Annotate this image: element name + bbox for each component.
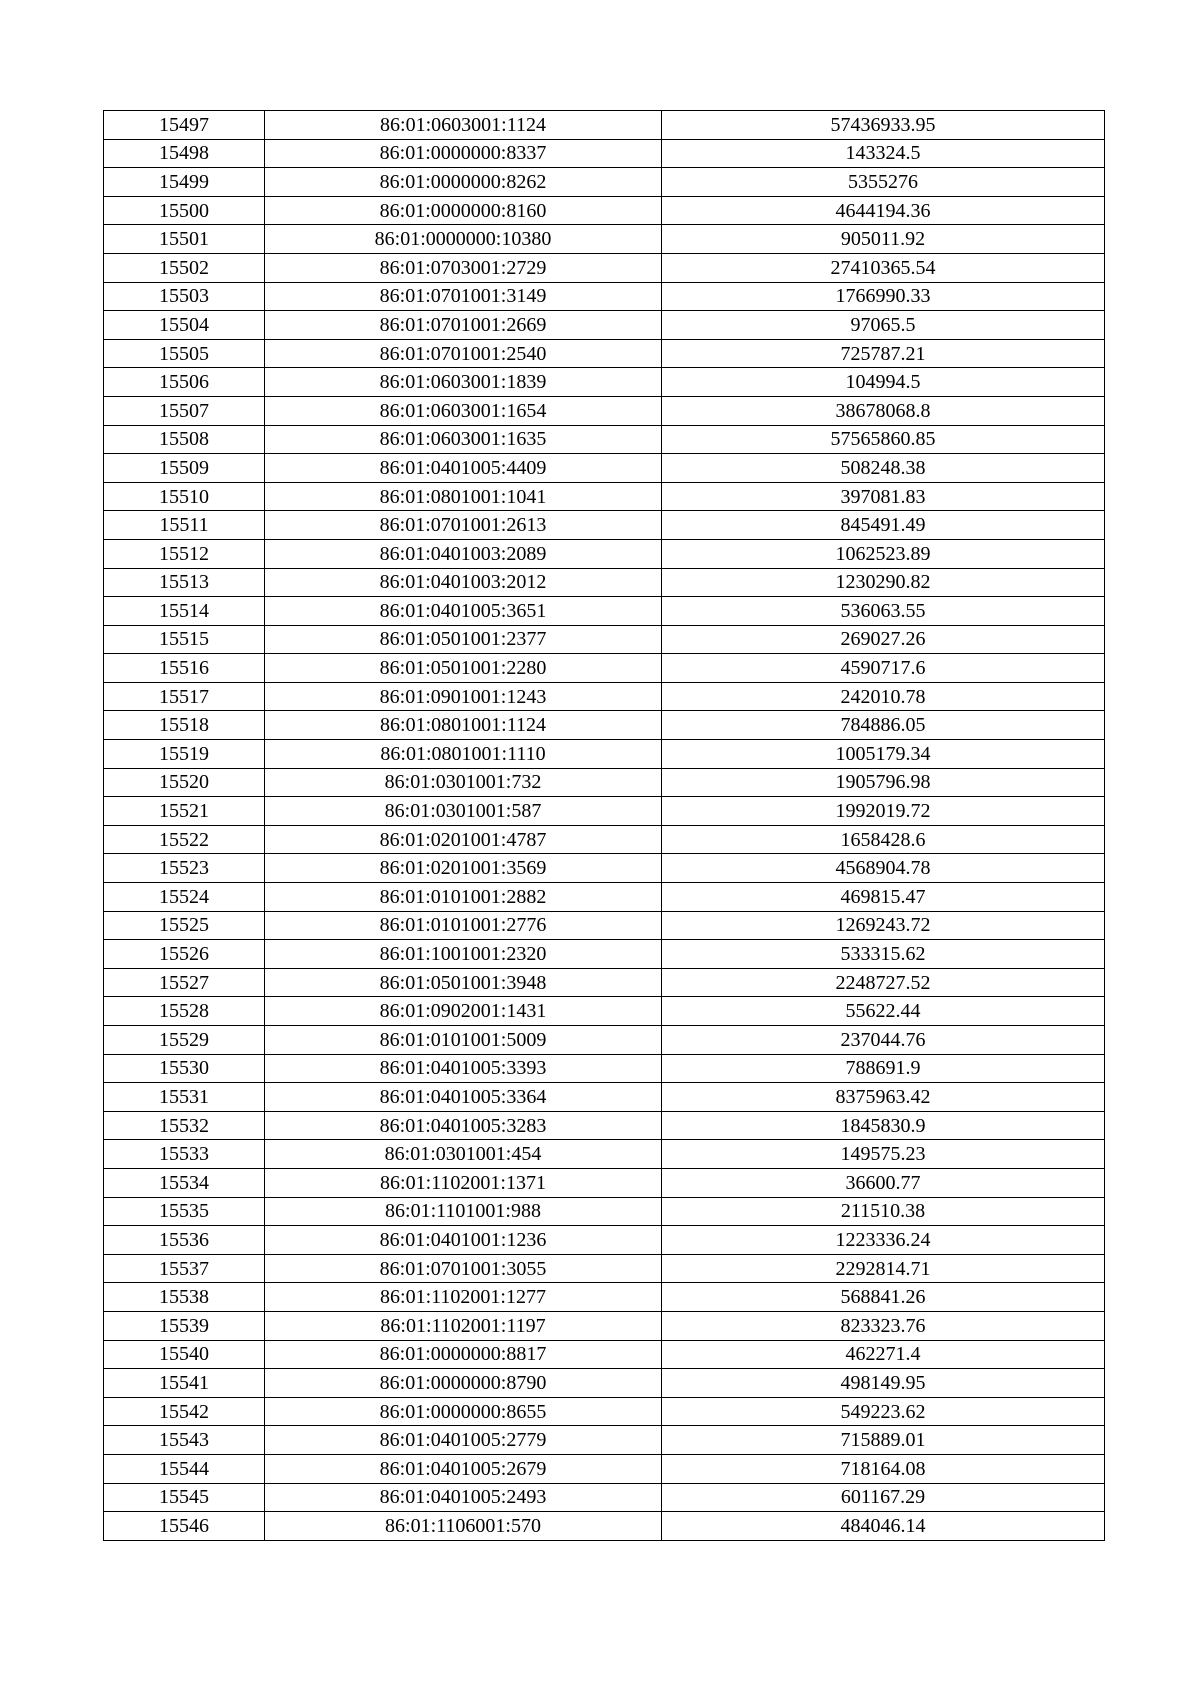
- cadastral-number-cell: 86:01:1102001:1197: [265, 1311, 662, 1340]
- value-cell: 36600.77: [662, 1168, 1105, 1197]
- value-cell: 715889.01: [662, 1426, 1105, 1455]
- cadastral-number-cell: 86:01:0401005:2679: [265, 1454, 662, 1483]
- value-cell: 469815.47: [662, 883, 1105, 912]
- cadastral-number-cell: 86:01:0201001:4787: [265, 825, 662, 854]
- row-number-cell: 15529: [104, 1026, 265, 1055]
- row-number-cell: 15533: [104, 1140, 265, 1169]
- cadastral-number-cell: 86:01:0701001:2613: [265, 511, 662, 540]
- cadastral-number-cell: 86:01:1101001:988: [265, 1197, 662, 1226]
- table-row: [104, 111, 1105, 140]
- value-cell: 27410365.54: [662, 253, 1105, 282]
- value-cell: 38678068.8: [662, 396, 1105, 425]
- row-number-cell: 15543: [104, 1426, 265, 1455]
- cadastral-number-cell: 86:01:0401005:3651: [265, 597, 662, 626]
- row-number-cell: 15534: [104, 1168, 265, 1197]
- value-cell: 508248.38: [662, 454, 1105, 483]
- table-row: [104, 711, 1105, 740]
- value-cell: 905011.92: [662, 225, 1105, 254]
- cadastral-number-cell: 86:01:0801001:1124: [265, 711, 662, 740]
- table-row: [104, 797, 1105, 826]
- table-row: [104, 625, 1105, 654]
- cadastral-number-cell: 86:01:0301001:732: [265, 768, 662, 797]
- value-cell: 788691.9: [662, 1054, 1105, 1083]
- value-cell: 242010.78: [662, 682, 1105, 711]
- cadastral-number-cell: 86:01:0603001:1839: [265, 368, 662, 397]
- table-row: [104, 139, 1105, 168]
- table-row: [104, 1054, 1105, 1083]
- row-number-cell: 15530: [104, 1054, 265, 1083]
- row-number-cell: 15535: [104, 1197, 265, 1226]
- row-number-cell: 15504: [104, 311, 265, 340]
- row-number-cell: 15537: [104, 1254, 265, 1283]
- row-number-cell: 15531: [104, 1083, 265, 1112]
- table-row: [104, 1512, 1105, 1541]
- table-row: [104, 1283, 1105, 1312]
- value-cell: 269027.26: [662, 625, 1105, 654]
- cadastral-number-cell: 86:01:0101001:2776: [265, 911, 662, 940]
- table-row: [104, 396, 1105, 425]
- cadastral-number-cell: 86:01:0301001:454: [265, 1140, 662, 1169]
- cadastral-number-cell: 86:01:0401003:2012: [265, 568, 662, 597]
- value-cell: 498149.95: [662, 1369, 1105, 1398]
- value-cell: 4590717.6: [662, 654, 1105, 683]
- value-cell: 8375963.42: [662, 1083, 1105, 1112]
- cadastral-number-cell: 86:01:1001001:2320: [265, 940, 662, 969]
- cadastral-number-cell: 86:01:0401005:2779: [265, 1426, 662, 1455]
- value-cell: 823323.76: [662, 1311, 1105, 1340]
- row-number-cell: 15501: [104, 225, 265, 254]
- row-number-cell: 15500: [104, 196, 265, 225]
- value-cell: 1992019.72: [662, 797, 1105, 826]
- cadastral-number-cell: 86:01:1106001:570: [265, 1512, 662, 1541]
- value-cell: 1766990.33: [662, 282, 1105, 311]
- value-cell: 1269243.72: [662, 911, 1105, 940]
- value-cell: 149575.23: [662, 1140, 1105, 1169]
- value-cell: 1062523.89: [662, 539, 1105, 568]
- value-cell: 104994.5: [662, 368, 1105, 397]
- table-row: [104, 1254, 1105, 1283]
- cadastral-number-cell: 86:01:0201001:3569: [265, 854, 662, 883]
- value-cell: 57565860.85: [662, 425, 1105, 454]
- table-row: [104, 1311, 1105, 1340]
- table-row: [104, 1454, 1105, 1483]
- table-row: [104, 339, 1105, 368]
- cadastral-number-cell: 86:01:0801001:1110: [265, 740, 662, 769]
- value-cell: 55622.44: [662, 997, 1105, 1026]
- value-cell: 1230290.82: [662, 568, 1105, 597]
- row-number-cell: 15528: [104, 997, 265, 1026]
- cadastral-number-cell: 86:01:0401005:3283: [265, 1111, 662, 1140]
- row-number-cell: 15499: [104, 168, 265, 197]
- row-number-cell: 15508: [104, 425, 265, 454]
- value-cell: 5355276: [662, 168, 1105, 197]
- table-row: [104, 1483, 1105, 1512]
- row-number-cell: 15512: [104, 539, 265, 568]
- cadastral-number-cell: 86:01:0901001:1243: [265, 682, 662, 711]
- table-row: [104, 1083, 1105, 1112]
- table-row: [104, 854, 1105, 883]
- value-cell: 484046.14: [662, 1512, 1105, 1541]
- value-cell: 2248727.52: [662, 968, 1105, 997]
- value-cell: 549223.62: [662, 1397, 1105, 1426]
- row-number-cell: 15502: [104, 253, 265, 282]
- table-row: [104, 454, 1105, 483]
- table-row: [104, 825, 1105, 854]
- table-row: [104, 968, 1105, 997]
- cadastral-number-cell: 86:01:0000000:8655: [265, 1397, 662, 1426]
- table-row: [104, 253, 1105, 282]
- value-cell: 1845830.9: [662, 1111, 1105, 1140]
- value-cell: 784886.05: [662, 711, 1105, 740]
- row-number-cell: 15503: [104, 282, 265, 311]
- value-cell: 725787.21: [662, 339, 1105, 368]
- table-row: [104, 1340, 1105, 1369]
- cadastral-number-cell: 86:01:0703001:2729: [265, 253, 662, 282]
- table-row: [104, 597, 1105, 626]
- cadastral-number-cell: 86:01:0401005:4409: [265, 454, 662, 483]
- row-number-cell: 15545: [104, 1483, 265, 1512]
- row-number-cell: 15506: [104, 368, 265, 397]
- cadastral-number-cell: 86:01:0101001:5009: [265, 1026, 662, 1055]
- row-number-cell: 15511: [104, 511, 265, 540]
- table-row: [104, 1111, 1105, 1140]
- row-number-cell: 15498: [104, 139, 265, 168]
- value-cell: 57436933.95: [662, 111, 1105, 140]
- row-number-cell: 15539: [104, 1311, 265, 1340]
- row-number-cell: 15532: [104, 1111, 265, 1140]
- cadastral-number-cell: 86:01:0501001:2377: [265, 625, 662, 654]
- value-cell: 568841.26: [662, 1283, 1105, 1312]
- cadastral-number-cell: 86:01:0301001:587: [265, 797, 662, 826]
- table-row: [104, 568, 1105, 597]
- cadastral-number-cell: 86:01:0801001:1041: [265, 482, 662, 511]
- cadastral-number-cell: 86:01:0000000:10380: [265, 225, 662, 254]
- value-cell: 1658428.6: [662, 825, 1105, 854]
- table-row: [104, 768, 1105, 797]
- value-cell: 143324.5: [662, 139, 1105, 168]
- row-number-cell: 15546: [104, 1512, 265, 1541]
- cadastral-number-cell: 86:01:0000000:8790: [265, 1369, 662, 1398]
- row-number-cell: 15541: [104, 1369, 265, 1398]
- cadastral-number-cell: 86:01:0101001:2882: [265, 883, 662, 912]
- row-number-cell: 15522: [104, 825, 265, 854]
- cadastral-number-cell: 86:01:0401005:3393: [265, 1054, 662, 1083]
- cadastral-number-cell: 86:01:0401005:2493: [265, 1483, 662, 1512]
- cadastral-number-cell: 86:01:0902001:1431: [265, 997, 662, 1026]
- row-number-cell: 15536: [104, 1226, 265, 1255]
- row-number-cell: 15515: [104, 625, 265, 654]
- row-number-cell: 15520: [104, 768, 265, 797]
- row-number-cell: 15516: [104, 654, 265, 683]
- row-number-cell: 15507: [104, 396, 265, 425]
- table-row: [104, 940, 1105, 969]
- row-number-cell: 15525: [104, 911, 265, 940]
- value-cell: 4568904.78: [662, 854, 1105, 883]
- table-row: [104, 654, 1105, 683]
- table-row: [104, 1226, 1105, 1255]
- cadastral-number-cell: 86:01:0501001:2280: [265, 654, 662, 683]
- cadastral-number-cell: 86:01:0000000:8337: [265, 139, 662, 168]
- table-row: [104, 225, 1105, 254]
- table-row: [104, 1140, 1105, 1169]
- value-cell: 1005179.34: [662, 740, 1105, 769]
- cadastral-value-table: [103, 110, 1105, 1541]
- value-cell: 97065.5: [662, 311, 1105, 340]
- table-body: [104, 111, 1105, 1541]
- value-cell: 4644194.36: [662, 196, 1105, 225]
- cadastral-number-cell: 86:01:0701001:3149: [265, 282, 662, 311]
- row-number-cell: 15521: [104, 797, 265, 826]
- cadastral-number-cell: 86:01:1102001:1371: [265, 1168, 662, 1197]
- table-row: [104, 1397, 1105, 1426]
- value-cell: 397081.83: [662, 482, 1105, 511]
- row-number-cell: 15527: [104, 968, 265, 997]
- table-row: [104, 1197, 1105, 1226]
- table-row: [104, 311, 1105, 340]
- cadastral-number-cell: 86:01:0603001:1124: [265, 111, 662, 140]
- row-number-cell: 15524: [104, 883, 265, 912]
- row-number-cell: 15514: [104, 597, 265, 626]
- row-number-cell: 15505: [104, 339, 265, 368]
- value-cell: 2292814.71: [662, 1254, 1105, 1283]
- cadastral-number-cell: 86:01:0701001:2540: [265, 339, 662, 368]
- table-row: [104, 482, 1105, 511]
- cadastral-number-cell: 86:01:0000000:8817: [265, 1340, 662, 1369]
- table-row: [104, 1369, 1105, 1398]
- row-number-cell: 15518: [104, 711, 265, 740]
- value-cell: 462271.4: [662, 1340, 1105, 1369]
- table-row: [104, 1426, 1105, 1455]
- value-cell: 1223336.24: [662, 1226, 1105, 1255]
- cadastral-number-cell: 86:01:0701001:2669: [265, 311, 662, 340]
- row-number-cell: 15519: [104, 740, 265, 769]
- value-cell: 1905796.98: [662, 768, 1105, 797]
- table-row: [104, 1168, 1105, 1197]
- table-row: [104, 368, 1105, 397]
- table-row: [104, 539, 1105, 568]
- table-row: [104, 883, 1105, 912]
- cadastral-number-cell: 86:01:1102001:1277: [265, 1283, 662, 1312]
- table-row: [104, 425, 1105, 454]
- table-row: [104, 740, 1105, 769]
- value-cell: 845491.49: [662, 511, 1105, 540]
- cadastral-number-cell: 86:01:0000000:8160: [265, 196, 662, 225]
- row-number-cell: 15513: [104, 568, 265, 597]
- cadastral-number-cell: 86:01:0000000:8262: [265, 168, 662, 197]
- row-number-cell: 15510: [104, 482, 265, 511]
- cadastral-number-cell: 86:01:0401005:3364: [265, 1083, 662, 1112]
- row-number-cell: 15523: [104, 854, 265, 883]
- cadastral-number-cell: 86:01:0401003:2089: [265, 539, 662, 568]
- value-cell: 211510.38: [662, 1197, 1105, 1226]
- row-number-cell: 15538: [104, 1283, 265, 1312]
- row-number-cell: 15540: [104, 1340, 265, 1369]
- row-number-cell: 15509: [104, 454, 265, 483]
- value-cell: 536063.55: [662, 597, 1105, 626]
- table-row: [104, 911, 1105, 940]
- value-cell: 533315.62: [662, 940, 1105, 969]
- row-number-cell: 15544: [104, 1454, 265, 1483]
- table-row: [104, 997, 1105, 1026]
- table-row: [104, 282, 1105, 311]
- table-row: [104, 1026, 1105, 1055]
- value-cell: 601167.29: [662, 1483, 1105, 1512]
- row-number-cell: 15517: [104, 682, 265, 711]
- cadastral-number-cell: 86:01:0701001:3055: [265, 1254, 662, 1283]
- value-cell: 718164.08: [662, 1454, 1105, 1483]
- cadastral-number-cell: 86:01:0603001:1654: [265, 396, 662, 425]
- table-row: [104, 196, 1105, 225]
- cadastral-number-cell: 86:01:0603001:1635: [265, 425, 662, 454]
- value-cell: 237044.76: [662, 1026, 1105, 1055]
- table-row: [104, 168, 1105, 197]
- cadastral-number-cell: 86:01:0401001:1236: [265, 1226, 662, 1255]
- cadastral-number-cell: 86:01:0501001:3948: [265, 968, 662, 997]
- row-number-cell: 15526: [104, 940, 265, 969]
- table-row: [104, 511, 1105, 540]
- table-row: [104, 682, 1105, 711]
- row-number-cell: 15542: [104, 1397, 265, 1426]
- row-number-cell: 15497: [104, 111, 265, 140]
